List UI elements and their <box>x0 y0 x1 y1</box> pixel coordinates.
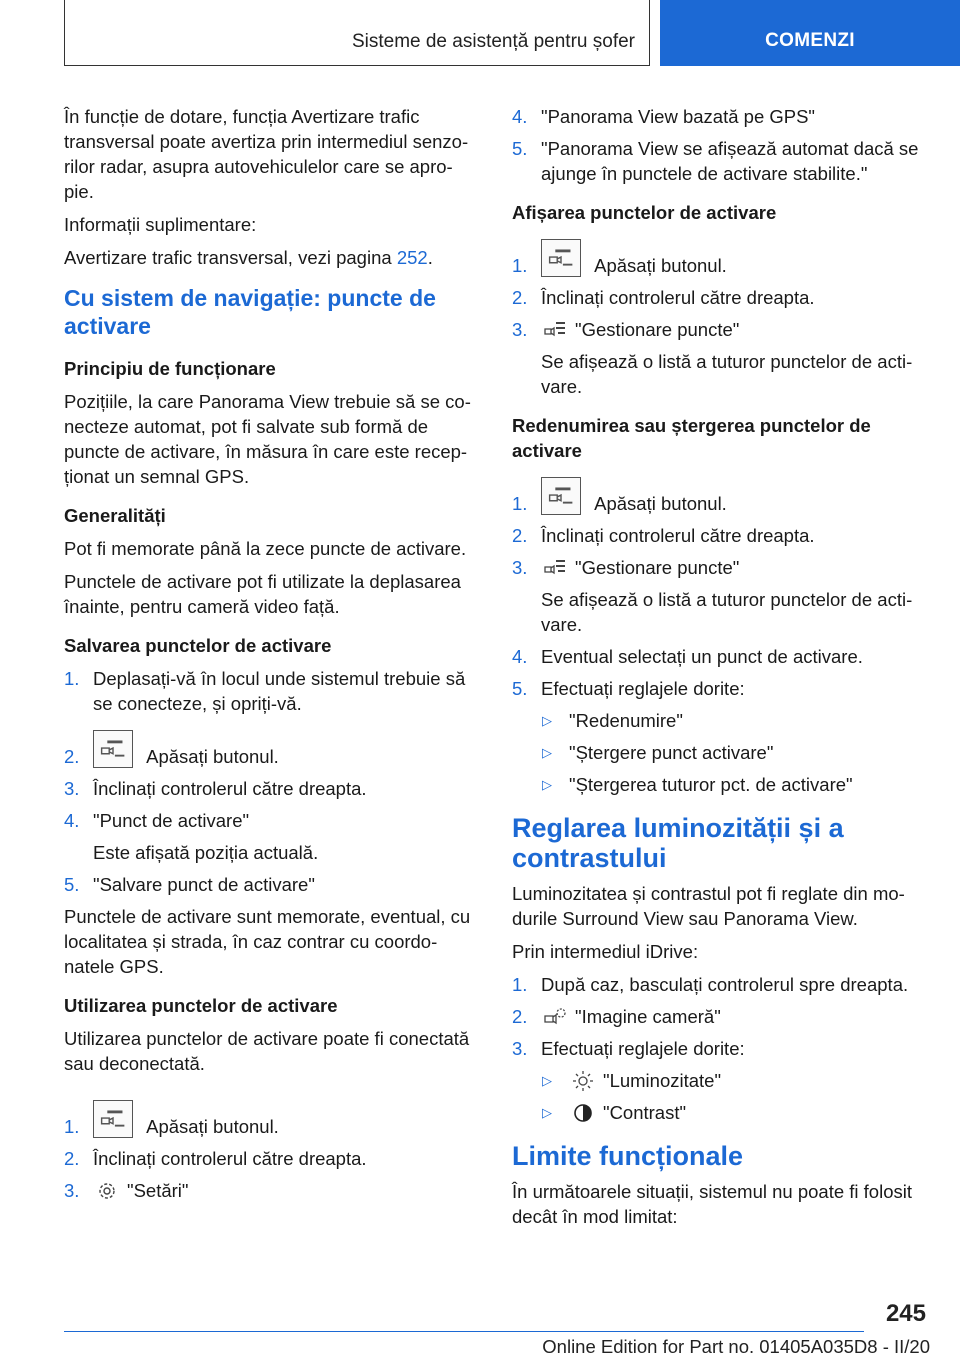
list-item: 1. Deplasați-vă în locul unde sistemul trebuie să se conecteze, și opriți-vă. <box>64 668 466 714</box>
page-header <box>0 0 960 66</box>
list-item: 2. "Imagine cameră" <box>512 1006 721 1027</box>
section-header-box <box>64 0 650 66</box>
option-item: ▷ "Redenumire" <box>542 710 683 731</box>
list-item: 5. "Salvare punct de activare" <box>64 874 315 895</box>
principle-paragraph: Pozițiile, la care Panorama View trebuie să se co-necteze automat, pot fi salvate sub formă de puncte de activare, în măsura în care este recep-ționat un semnal GPS. <box>64 391 471 487</box>
subheading-general: Generalități <box>64 505 166 526</box>
use-paragraph: Utilizarea punctelor de activare poate fi conectată sau deconectată. <box>64 1028 470 1074</box>
camera-button-icon <box>541 477 581 515</box>
subheading-use: Utilizarea punctelor de activare <box>64 995 338 1016</box>
page-link[interactable]: 252 <box>396 247 428 268</box>
list-item: 2. Înclinați controlerul către dreapta. <box>64 1148 367 1169</box>
section-heading-navigation: Cu sistem de navigație: puncte de activare <box>64 285 436 339</box>
list-item: 3. Efectuați reglajele dorite: <box>512 1038 745 1059</box>
camera-button-icon <box>541 239 581 277</box>
general-paragraph-2: Punctele de activare pot fi utilizate la deplasarea înainte, pentru cameră video față. <box>64 571 461 617</box>
section-heading-limits: Limite funcționale <box>512 1141 744 1171</box>
list-icon <box>543 557 567 579</box>
info-label: Informații suplimentare: <box>64 214 257 235</box>
edition-text: Online Edition for Part no. 01405A035D8 - II/20 <box>542 1336 930 1357</box>
section-title: Sisteme de asistență pentru șofer <box>351 31 635 52</box>
list-item: 1. După caz, basculați controlerul spre dreapta. <box>512 974 909 995</box>
list-item: 3. "Setări" <box>64 1180 189 1201</box>
cross-reference: Avertizare trafic transversal, vezi pagina 252. <box>64 247 433 268</box>
list-item: 3. Înclinați controlerul către dreapta. <box>64 778 367 799</box>
list-item: 2. Înclinați controlerul către dreapta. <box>512 525 815 546</box>
list-item: 5. "Panorama View se afișează automat dacă se ajunge în punctele de activare stabilite." <box>512 138 919 184</box>
camera-settings-icon <box>543 1006 567 1028</box>
list-item: 4. Eventual selectați un punct de activare. <box>512 646 863 667</box>
list-icon <box>543 319 567 341</box>
sun-icon <box>571 1070 595 1092</box>
right-column <box>512 104 930 1237</box>
save-result-paragraph: Punctele de activare sunt memorate, eventual, cu localitatea și strada, în caz contrar cu coordo-natele GPS. <box>64 906 471 977</box>
idrive-paragraph: Prin intermediul iDrive: <box>512 941 699 962</box>
camera-button-icon <box>93 730 133 768</box>
list-item: 1. Apăsați butonul. <box>512 239 930 278</box>
list-item: 3. "Gestionare puncte" Se afișează o listă a tuturor punctelor de acti-vare. <box>512 319 913 397</box>
list-item: 1. Apăsați butonul. <box>64 1100 482 1139</box>
triangle-bullet-icon: ▷ <box>542 1073 552 1088</box>
subheading-rename: Redenumirea sau ștergerea punctelor de activare <box>512 415 871 461</box>
limits-paragraph: În următoarele situații, sistemul nu poate fi folosit decât în mod limitat: <box>512 1181 912 1227</box>
list-item: 4. "Punct de activare" Este afișată poziția actuală. <box>64 810 319 863</box>
contrast-icon <box>571 1102 595 1124</box>
triangle-bullet-icon: ▷ <box>542 1105 552 1120</box>
section-heading-brightness: Reglarea luminozității și a contrastului <box>512 813 844 873</box>
left-column <box>64 104 482 1210</box>
gear-icon <box>95 1180 119 1202</box>
brightness-paragraph: Luminozitatea și contrastul pot fi reglate din mo-durile Surround View sau Panorama View. <box>512 883 905 929</box>
chapter-tab[interactable] <box>660 0 960 66</box>
general-paragraph-1: Pot fi memorate până la zece puncte de activare. <box>64 538 467 559</box>
option-item: ▷ "Contrast" <box>542 1102 687 1123</box>
page-number: 245 <box>885 1300 926 1327</box>
subheading-save: Salvarea punctelor de activare <box>64 635 332 656</box>
triangle-bullet-icon: ▷ <box>542 713 552 728</box>
option-item: ▷ "Ștergerea tuturor pct. de activare" <box>542 774 853 795</box>
list-item: 3. "Gestionare puncte" Se afișează o listă a tuturor punctelor de acti-vare. <box>512 557 913 635</box>
triangle-bullet-icon: ▷ <box>542 777 552 792</box>
list-item: 2. Înclinați controlerul către dreapta. <box>512 287 815 308</box>
camera-button-icon <box>93 1100 133 1138</box>
chapter-tab-label: COMENZI <box>765 30 855 51</box>
subheading-principle: Principiu de funcționare <box>64 358 276 379</box>
option-item: ▷ "Luminozitate" <box>542 1070 722 1091</box>
subheading-display: Afișarea punctelor de activare <box>512 202 777 223</box>
list-item: 4. "Panorama View bazată pe GPS" <box>512 106 816 127</box>
list-item: 1. Apăsați butonul. <box>512 477 930 516</box>
option-item: ▷ "Ștergere punct activare" <box>542 742 774 763</box>
intro-paragraph: În funcție de dotare, funcția Avertizare trafic transversal poate avertiza prin intermediul senzo-rilor radar, asupra autovehiculelor care se apro-pie. <box>64 106 469 202</box>
list-item: 5. Efectuați reglajele dorite: <box>512 678 745 699</box>
triangle-bullet-icon: ▷ <box>542 745 552 760</box>
list-item: 2. Apăsați butonul. <box>64 730 482 769</box>
footer-divider <box>64 1331 864 1332</box>
